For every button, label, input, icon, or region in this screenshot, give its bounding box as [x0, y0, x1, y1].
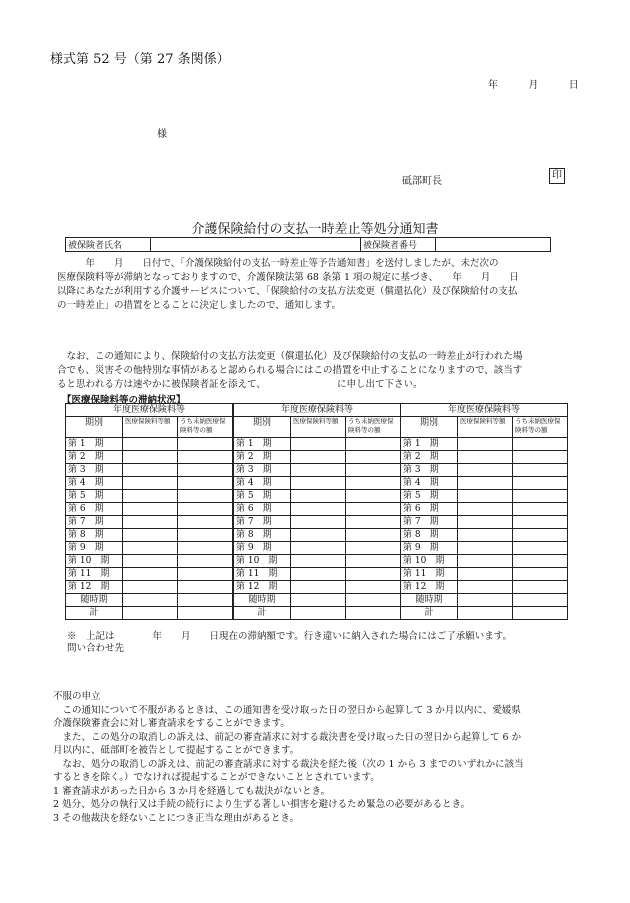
sender: 砥部町長	[402, 176, 442, 187]
appeal-line: 1 審査請求があった日から 3 か月を経過しても裁決がないとき。	[53, 785, 331, 797]
amount-cell	[123, 581, 178, 594]
unpaid-cell	[178, 490, 233, 503]
amount-cell	[123, 594, 178, 607]
appeal-section	[53, 690, 524, 825]
body-line: 医療保険料等が滞納となっておりますので、介護保険法第 68 条第 1 項の規定に基づき、 年 月 日	[57, 272, 519, 283]
unpaid-cell	[513, 529, 568, 542]
unpaid-cell	[346, 464, 401, 477]
period-row	[401, 503, 568, 516]
period-row	[234, 529, 401, 542]
period-label: 第 2 期	[401, 451, 458, 464]
period-row	[401, 451, 568, 464]
period-row	[401, 529, 568, 542]
amount-cell	[123, 555, 178, 568]
amount-cell	[458, 438, 513, 451]
unpaid-cell	[513, 555, 568, 568]
amount-cell	[123, 607, 178, 620]
identity-table	[65, 237, 551, 252]
appeal-line: 介護保険審査会に対し審査請求をすることができます。	[53, 718, 290, 729]
amount-cell	[291, 568, 346, 581]
period-row	[401, 594, 568, 607]
period-row	[401, 438, 568, 451]
amount-cell	[458, 451, 513, 464]
body-line: の一時差止」の措置をとることに決定しましたので、通知します。	[57, 300, 342, 311]
unpaid-cell	[346, 542, 401, 555]
amount-cell	[123, 542, 178, 555]
period-label: 第 11 期	[66, 568, 123, 581]
period-row	[234, 568, 401, 581]
fiscal-year-header: 年度医療保険料等	[66, 404, 233, 417]
amount-cell	[123, 464, 178, 477]
unpaid-cell	[178, 503, 233, 516]
period-row	[234, 503, 401, 516]
period-row	[66, 438, 233, 451]
amount-cell	[458, 529, 513, 542]
amount-cell	[291, 438, 346, 451]
amount-cell	[123, 503, 178, 516]
unpaid-cell	[346, 451, 401, 464]
amount-cell	[291, 490, 346, 503]
amount-cell	[291, 607, 346, 620]
unpaid-cell	[178, 438, 233, 451]
name-field	[151, 238, 361, 252]
amount-cell	[291, 451, 346, 464]
amount-cell	[123, 477, 178, 490]
unpaid-cell	[346, 490, 401, 503]
unpaid-cell	[513, 438, 568, 451]
amount-cell	[458, 568, 513, 581]
period-row	[401, 568, 568, 581]
amount-cell	[291, 477, 346, 490]
period-row	[234, 555, 401, 568]
period-label: 第 3 期	[401, 464, 458, 477]
period-label: 随時期	[401, 594, 458, 607]
period-label: 第 1 期	[401, 438, 458, 451]
unpaid-cell	[513, 594, 568, 607]
arrears-table	[65, 403, 233, 620]
unpaid-cell	[346, 477, 401, 490]
period-label: 計	[401, 607, 458, 620]
period-row	[401, 464, 568, 477]
unpaid-cell	[513, 451, 568, 464]
period-label: 随時期	[234, 594, 291, 607]
body-paragraph-1	[57, 257, 519, 313]
period-label: 第 2 期	[66, 451, 123, 464]
arrears-table	[400, 403, 568, 620]
period-label: 第 9 期	[234, 542, 291, 555]
fiscal-year-header: 年度医療保険料等	[401, 404, 568, 417]
period-label: 第 8 期	[234, 529, 291, 542]
unpaid-cell	[346, 555, 401, 568]
addressee-suffix: 様	[157, 129, 167, 140]
appeal-line: 不服の申立	[53, 691, 101, 702]
body-paragraph-2	[57, 350, 523, 392]
unpaid-cell	[178, 581, 233, 594]
period-label: 第 6 期	[401, 503, 458, 516]
period-row	[401, 477, 568, 490]
period-row	[66, 607, 233, 620]
period-row	[66, 581, 233, 594]
period-column-header: 期別	[401, 417, 458, 438]
period-label: 第 12 期	[401, 581, 458, 594]
period-label: 随時期	[66, 594, 123, 607]
period-label: 第 6 期	[66, 503, 123, 516]
period-row	[234, 607, 401, 620]
unpaid-cell	[346, 594, 401, 607]
unpaid-cell	[513, 503, 568, 516]
fiscal-year-header: 年度医療保険料等	[234, 404, 401, 417]
period-column-header: 期別	[234, 417, 291, 438]
appeal-line: なお、処分の取消しの訴えは、前記の審査請求に対する裁決を経た後（次の 1 から 3 までのいずれかに該当	[53, 758, 524, 770]
amount-cell	[458, 542, 513, 555]
period-label: 第 4 期	[234, 477, 291, 490]
period-row	[66, 568, 233, 581]
period-row	[234, 594, 401, 607]
amount-cell	[291, 594, 346, 607]
date-month: 月	[528, 80, 539, 91]
amount-cell	[291, 503, 346, 516]
amount-cell	[458, 555, 513, 568]
body-line: なお、この通知により、保険給付の支払方法変更（償還払化）及び保険給付の支払の一時差止が行われた場	[57, 351, 523, 362]
body-line: 年 月 日付で、「介護保険給付の支払一時差止等予告通知書」を送付しましたが、未だ次の	[57, 258, 499, 269]
period-label: 第 9 期	[66, 542, 123, 555]
amount-cell	[123, 490, 178, 503]
amount-column-header: 医療保険料等額	[458, 417, 513, 438]
unpaid-cell	[513, 568, 568, 581]
amount-column-header: 医療保険料等額	[123, 417, 178, 438]
number-field	[436, 238, 551, 252]
amount-column-header: 医療保険料等額	[291, 417, 346, 438]
period-label: 第 3 期	[66, 464, 123, 477]
amount-cell	[123, 438, 178, 451]
unpaid-cell	[178, 516, 233, 529]
period-label: 第 10 期	[234, 555, 291, 568]
period-row	[234, 464, 401, 477]
period-label: 第 8 期	[66, 529, 123, 542]
appeal-line: また、この処分の取消しの訴えは、前記の審査請求に対する裁決書を受け取った日の翌日から起算して 6 か	[53, 731, 522, 743]
period-label: 計	[66, 607, 123, 620]
unpaid-cell	[178, 568, 233, 581]
period-label: 第 5 期	[234, 490, 291, 503]
body-line: ると思われる方は速やかに被保険者証を添えて、 に申し出て下さい。	[57, 379, 423, 390]
appeal-line: するときを除く。）でなければ提起することができないこととされています。	[53, 772, 380, 783]
unpaid-cell	[513, 581, 568, 594]
period-label: 第 6 期	[234, 503, 291, 516]
amount-cell	[123, 516, 178, 529]
period-label: 第 7 期	[234, 516, 291, 529]
period-row	[234, 451, 401, 464]
unpaid-cell	[513, 477, 568, 490]
period-row	[234, 477, 401, 490]
period-label: 第 2 期	[234, 451, 291, 464]
amount-cell	[291, 464, 346, 477]
period-row	[66, 516, 233, 529]
period-row	[234, 516, 401, 529]
unpaid-cell	[178, 607, 233, 620]
period-label: 第 10 期	[66, 555, 123, 568]
unpaid-cell	[346, 607, 401, 620]
period-label: 第 12 期	[234, 581, 291, 594]
period-row	[401, 555, 568, 568]
amount-cell	[123, 568, 178, 581]
period-row	[401, 542, 568, 555]
unpaid-cell	[513, 542, 568, 555]
period-label: 第 1 期	[234, 438, 291, 451]
period-row	[401, 490, 568, 503]
unpaid-cell	[513, 607, 568, 620]
amount-cell	[458, 607, 513, 620]
period-label: 第 3 期	[234, 464, 291, 477]
as-of-note: ※ 上記は 年 月 日現在の滞納額です。行き違いに納入された場合にはご了承願います。	[67, 631, 512, 642]
amount-cell	[458, 464, 513, 477]
unpaid-cell	[346, 438, 401, 451]
period-row	[66, 464, 233, 477]
unpaid-column-header: うち未納医療保険料等の額	[178, 417, 233, 438]
unpaid-cell	[346, 581, 401, 594]
form-number: 様式第 52 号（第 27 条関係）	[50, 52, 230, 67]
body-line: 合でも、災害その他特別な事情があると認められる場合にはこの措置を中止することになりますので、該当す	[57, 365, 523, 376]
period-label: 第 5 期	[401, 490, 458, 503]
period-row	[66, 542, 233, 555]
period-row	[234, 438, 401, 451]
period-label: 第 4 期	[66, 477, 123, 490]
date-day: 日	[568, 80, 579, 91]
period-row	[234, 490, 401, 503]
amount-cell	[458, 503, 513, 516]
period-label: 計	[234, 607, 291, 620]
date-year: 年	[488, 80, 498, 91]
unpaid-cell	[513, 516, 568, 529]
period-label: 第 11 期	[234, 568, 291, 581]
period-label: 第 4 期	[401, 477, 458, 490]
unpaid-cell	[178, 477, 233, 490]
period-label: 第 8 期	[401, 529, 458, 542]
period-row	[234, 542, 401, 555]
status-heading: 【医療保険料等の滞納状況】	[62, 395, 186, 406]
amount-cell	[291, 581, 346, 594]
period-label: 第 1 期	[66, 438, 123, 451]
amount-cell	[123, 451, 178, 464]
period-row	[66, 529, 233, 542]
period-row	[66, 477, 233, 490]
amount-cell	[458, 594, 513, 607]
document-title: 介護保険給付の支払一時差止等処分通知書	[191, 222, 439, 237]
unpaid-cell	[346, 568, 401, 581]
amount-cell	[458, 581, 513, 594]
period-label: 第 5 期	[66, 490, 123, 503]
amount-cell	[458, 477, 513, 490]
unpaid-cell	[346, 503, 401, 516]
appeal-line: 月以内に、砥部町を被告として提起することができます。	[53, 745, 300, 756]
appeal-line: この通知について不服があるときは、この通知書を受け取った日の翌日から起算して 3 か月以内に、愛媛県	[53, 704, 521, 716]
period-label: 第 7 期	[401, 516, 458, 529]
period-row	[401, 581, 568, 594]
unpaid-cell	[178, 542, 233, 555]
body-line: 以降にあなたが利用する介護サービスについて、「保険給付の支払方法変更（償還払化）及び保険給付の支払	[57, 286, 518, 297]
amount-cell	[123, 529, 178, 542]
period-label: 第 12 期	[66, 581, 123, 594]
period-row	[66, 555, 233, 568]
period-row	[66, 594, 233, 607]
period-label: 第 9 期	[401, 542, 458, 555]
period-row	[66, 451, 233, 464]
unpaid-cell	[178, 594, 233, 607]
amount-cell	[291, 555, 346, 568]
appeal-line: 3 その他裁決を経ないことにつき正当な理由があるとき。	[53, 812, 299, 824]
period-row	[234, 581, 401, 594]
appeal-line: 2 処分、処分の執行又は手続の続行により生ずる著しい損害を避けるため緊急の必要があるとき。	[53, 799, 471, 810]
period-row	[401, 607, 568, 620]
amount-cell	[458, 516, 513, 529]
unpaid-column-header: うち未納医療保険料等の額	[346, 417, 401, 438]
name-label: 被保険者氏名	[66, 238, 151, 252]
period-label: 第 11 期	[401, 568, 458, 581]
unpaid-cell	[178, 451, 233, 464]
unpaid-cell	[513, 490, 568, 503]
amount-cell	[291, 516, 346, 529]
unpaid-cell	[346, 529, 401, 542]
amount-cell	[458, 490, 513, 503]
amount-cell	[291, 542, 346, 555]
unpaid-column-header: うち未納医療保険料等の額	[513, 417, 568, 438]
period-row	[401, 516, 568, 529]
period-label: 第 7 期	[66, 516, 123, 529]
period-row	[66, 490, 233, 503]
unpaid-cell	[178, 464, 233, 477]
period-row	[66, 503, 233, 516]
period-column-header: 期別	[66, 417, 123, 438]
period-label: 第 10 期	[401, 555, 458, 568]
seal-mark: 印	[549, 168, 565, 184]
date-line	[488, 76, 579, 91]
unpaid-cell	[178, 529, 233, 542]
unpaid-cell	[513, 464, 568, 477]
amount-cell	[291, 529, 346, 542]
arrears-table	[233, 403, 401, 620]
number-label: 被保険者番号	[361, 238, 436, 252]
unpaid-cell	[346, 516, 401, 529]
inquiry-label: 問い合わせ先	[67, 643, 125, 654]
unpaid-cell	[178, 555, 233, 568]
